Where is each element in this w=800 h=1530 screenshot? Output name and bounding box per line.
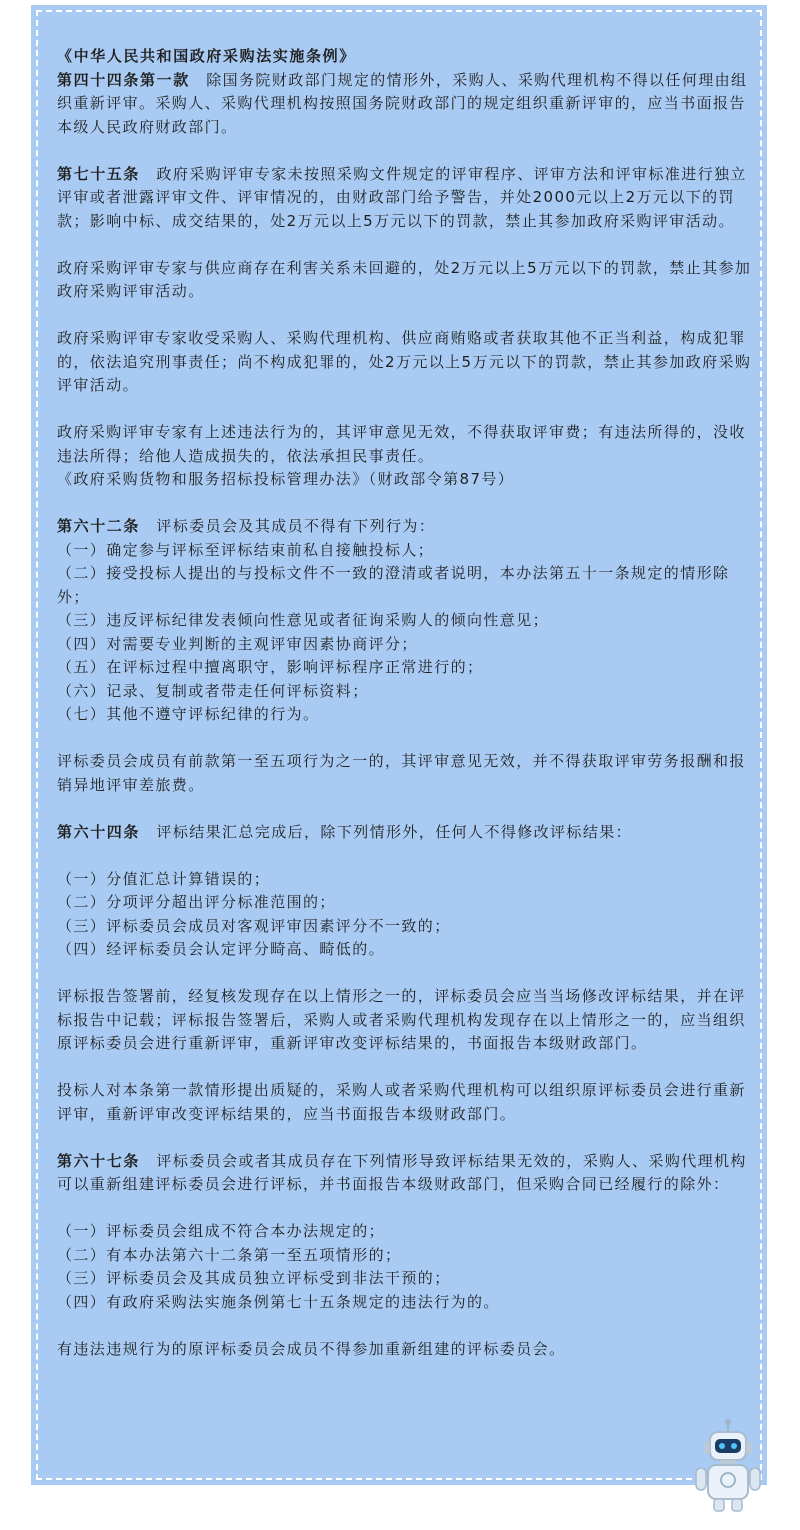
article-44-head: 第四十四条第一款 [57, 70, 190, 89]
article-67-body: 评标委员会或者其成员存在下列情形导致评标结果无效的，采购人、采购代理机构可以重新组建评标委员会进行评标，并书面报告本级财政部门，但采购合同已经履行的除外： [57, 1151, 747, 1193]
list-item: （四）经评标委员会认定评分畸高、畸低的。 [57, 940, 386, 958]
list-item: （三）评标委员会成员对客观评审因素评分不一致的； [57, 916, 451, 935]
list-item: （四）对需要专业判断的主观评审因素协商评分； [57, 634, 418, 653]
article-64-body: 评标结果汇总完成后，除下列情形外，任何人不得修改评标结果： [156, 822, 633, 841]
law-title-1: 《中华人民共和国政府采购法实施条例》 [57, 47, 356, 65]
list-item: （三）违反评标纪律发表倾向性意见或者征询采购人的倾向性意见； [57, 611, 550, 629]
list-item: （一）评标委员会组成不符合本办法规定的； [57, 1222, 386, 1240]
law-title-2: 《政府采购货物和服务招标投标管理办法》（财政部令第87号） [57, 470, 515, 488]
list-item: （七）其他不遵守评标纪律的行为。 [57, 705, 320, 723]
article-67 [57, 1150, 757, 1197]
article-64-para-2: 评标报告签署前，经复核发现存在以上情形之一的，评标委员会应当当场修改评标结果，并在评标报告中记载；评标报告签署后，采购人或者采购代理机构发现存在以上情形之一的，应当组织原评标委员会进行重新评审，重新评审改变评标结果的，书面报告本级财政部门。 [57, 987, 746, 1052]
article-64-head: 第六十四条 [57, 822, 141, 841]
article-62 [57, 515, 757, 539]
article-75-para-2: 政府采购评审专家与供应商存在利害关系未回避的，处2万元以上5万元以下的罚款，禁止其参加政府采购评审活动。 [57, 258, 752, 300]
article-62-head: 第六十二条 [57, 517, 141, 535]
list-item: （二）有本办法第六十二条第一至五项情形的； [57, 1245, 402, 1264]
list-item: （六）记录、复制或者带走任何评标资料； [57, 681, 369, 700]
article-75-head: 第七十五条 [57, 164, 141, 183]
article-75 [57, 163, 757, 234]
list-item: （三）评标委员会及其成员独立评标受到非法干预的； [57, 1269, 451, 1287]
article-75-para-3: 政府采购评审专家收受采购人、采购代理机构、供应商贿赂或者获取其他不正当利益，构成犯罪的，依法追究刑事责任；尚不构成犯罪的，处2万元以上5万元以下的罚款，禁止其参加政府采购评审活动。 [57, 329, 752, 394]
article-62-body: 评标委员会及其成员不得有下列行为： [156, 517, 436, 535]
document-panel [31, 5, 767, 1485]
article-64-para-3: 投标人对本条第一款情形提出质疑的，采购人或者采购代理机构可以组织原评标委员会进行重新评审，重新评审改变评标结果的，应当书面报告本级财政部门。 [57, 1081, 746, 1123]
list-item: （二）接受投标人提出的与投标文件不一致的澄清或者说明，本办法第五十一条规定的情形除外； [57, 564, 730, 606]
article-62-para-2: 评标委员会成员有前款第一至五项行为之一的，其评审意见无效，并不得获取评审劳务报酬和报销异地评审差旅费。 [57, 752, 746, 794]
article-67-para-2: 有违法违规行为的原评标委员会成员不得参加重新组建的评标委员会。 [57, 1339, 566, 1358]
list-item: （一）确定参与评标至评标结束前私自接触投标人； [57, 540, 435, 559]
robot-icon [692, 1418, 764, 1514]
list-item: （一）分值汇总计算错误的； [57, 869, 271, 888]
list-item: （二）分项评分超出评分标准范围的； [57, 893, 336, 911]
article-64 [57, 821, 757, 845]
document-content [57, 45, 757, 1361]
article-75-body: 政府采购评审专家未按照采购文件规定的评审程序、评审方法和评审标准进行独立评审或者泄露评审文件、评审情况的，由财政部门给予警告，并处2000元以上2万元以下的罚款；影响中标、成交结果的，处2万元以上5万元以下的罚款，禁止其参加政府采购评审活动。 [57, 164, 747, 230]
list-item: （五）在评标过程中擅离职守，影响评标程序正常进行的； [57, 658, 484, 676]
article-44 [57, 69, 757, 140]
article-44-body: 除国务院财政部门规定的情形外，采购人、采购代理机构不得以任何理由组织重新评审。采购人、采购代理机构按照国务院财政部门的规定组织重新评审的，应当书面报告本级人民政府财政部门。 [57, 70, 748, 136]
list-item: （四）有政府采购法实施条例第七十五条规定的违法行为的。 [57, 1292, 500, 1311]
article-75-para-4: 政府采购评审专家有上述违法行为的，其评审意见无效，不得获取评审费；有违法所得的，没收违法所得；给他人造成损失的，依法承担民事责任。 [57, 423, 746, 465]
article-67-head: 第六十七条 [57, 1151, 141, 1170]
